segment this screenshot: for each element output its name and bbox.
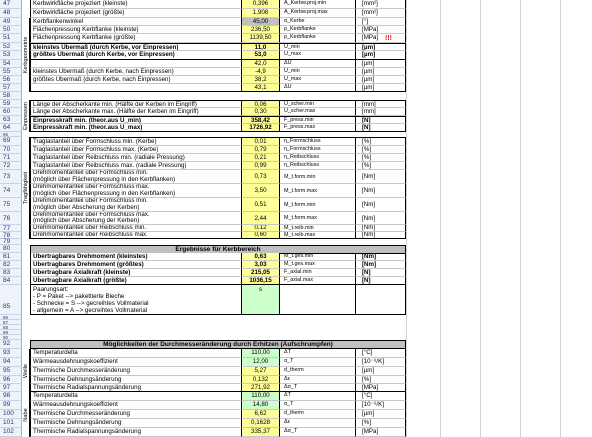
- cell-symbol[interactable]: ΔT: [280, 392, 356, 401]
- group-label: Einpressen: [22, 102, 29, 130]
- cell-value[interactable]: 0,06: [242, 100, 280, 108]
- cell-unit[interactable]: [°C]: [356, 392, 406, 401]
- group-einpressen: [22, 100, 30, 132]
- cell-unit[interactable]: [Nm]: [356, 232, 406, 239]
- cell-symbol[interactable]: A_Kerbw.proj.min: [280, 0, 356, 9]
- cell-desc[interactable]: Flächenpressung Kerbflanke (kleinste): [30, 26, 242, 34]
- row-header[interactable]: 79: [0, 239, 22, 245]
- cell-desc[interactable]: Thermische Durchmesseränderung: [30, 410, 242, 419]
- cell-desc[interactable]: Traglastanteil über Reibschluss min. (radiale Pressung): [30, 154, 242, 162]
- cell-symbol[interactable]: M_t.ges.min: [280, 253, 356, 261]
- row-header[interactable]: 54: [0, 60, 22, 68]
- cell-unit[interactable]: [µm]: [356, 76, 406, 84]
- cell-desc[interactable]: Kerbflankenwinkel: [30, 18, 242, 26]
- cell-desc[interactable]: Drehmomentanteil über Reibschluss min.: [30, 225, 242, 232]
- cell-value[interactable]: 0,79: [242, 146, 280, 154]
- cell-desc[interactable]: Temperaturdelta: [30, 349, 242, 358]
- cell-desc[interactable]: Wärmeausdehnungskoeffizient: [30, 358, 242, 367]
- row-header[interactable]: 82: [0, 261, 22, 269]
- cell-unit[interactable]: [%]: [356, 154, 406, 162]
- row-header[interactable]: 90: [0, 335, 22, 340]
- cell-value[interactable]: 45,00: [242, 18, 280, 26]
- row-header[interactable]: 50: [0, 26, 22, 34]
- cell-value[interactable]: 0,01: [242, 137, 280, 146]
- cell-value[interactable]: 0,60: [242, 232, 280, 239]
- row-header[interactable]: 56: [0, 76, 22, 84]
- cell-symbol[interactable]: α_T: [280, 358, 356, 367]
- cell-desc[interactable]: Übertragbare Axialkraft (größte): [30, 277, 242, 285]
- cell-desc[interactable]: Traglastanteil über Formschluss min. (Kerbe): [30, 137, 242, 146]
- cell-symbol[interactable]: U_scher.min: [280, 100, 356, 108]
- cell-desc[interactable]: Drehmomentanteil über Reibschluss max.: [30, 232, 242, 239]
- cell-symbol[interactable]: F_axial.min: [280, 269, 356, 277]
- row-header[interactable]: 58: [0, 92, 22, 100]
- desc-line: (möglich über Abscherung der Kerben): [33, 203, 140, 211]
- desc-line: (möglich über Abscherung der Kerben): [33, 217, 140, 225]
- cell-unit[interactable]: [µm]: [356, 84, 406, 92]
- cell-value[interactable]: 38,2: [242, 76, 280, 84]
- cell-symbol[interactable]: F_press.max: [280, 124, 356, 132]
- group-tragfaehigkeit: [22, 137, 30, 239]
- group-nabe: [22, 392, 30, 437]
- cell-desc[interactable]: Einpresskraft min. (theor.aus U_min): [30, 116, 242, 124]
- cell-desc[interactable]: Übertragbares Drehmoment (kleinstes): [30, 253, 242, 261]
- row-header[interactable]: 77: [0, 225, 22, 232]
- cell-symbol[interactable]: Ü_max: [280, 76, 356, 84]
- cell-value[interactable]: 42,0: [242, 60, 280, 68]
- row-header[interactable]: 70: [0, 146, 22, 154]
- row-header[interactable]: 102: [0, 428, 22, 437]
- cell-value-paarungsart[interactable]: s: [242, 285, 280, 315]
- cell-unit[interactable]: [N]: [356, 269, 406, 277]
- row-header[interactable]: 60: [0, 108, 22, 116]
- cell-symbol[interactable]: M_t.form.max: [280, 184, 356, 198]
- cell-unit[interactable]: [%]: [356, 146, 406, 154]
- cell-value[interactable]: -4,9: [242, 68, 280, 76]
- cell-desc[interactable]: Übertragbare Axialkraft (kleinste): [30, 269, 242, 277]
- cell-desc[interactable]: Thermische Radialspannungsänderung: [30, 428, 242, 437]
- row-header[interactable]: 47: [0, 0, 22, 9]
- cell-value[interactable]: 0,1628: [242, 419, 280, 428]
- cell-unit[interactable]: [356, 285, 406, 315]
- cell-desc[interactable]: kleinstes Übermaß (durch Kerbe, nach Einpressen): [30, 68, 242, 76]
- grid-line: [520, 0, 521, 437]
- row-header[interactable]: 71: [0, 154, 22, 162]
- cell-value[interactable]: 43,1: [242, 84, 280, 92]
- section-header-results[interactable]: Ergebnisse für Kerbbereich: [30, 245, 406, 254]
- cell-symbol[interactable]: U_scher.max: [280, 108, 356, 116]
- cell-symbol[interactable]: M_t.reib.min: [280, 225, 356, 232]
- cell-value[interactable]: 0,12: [242, 225, 280, 232]
- cell-unit[interactable]: [Nm]: [356, 184, 406, 198]
- desc-line: - allgemein = A --> gecreihtes Vollmaterial: [33, 307, 148, 314]
- cell-symbol[interactable]: Δε: [280, 376, 356, 384]
- cell-unit[interactable]: [MPa]: [356, 428, 406, 437]
- row-header[interactable]: 84: [0, 277, 22, 285]
- cell-desc[interactable]: Übertragbares Drehmoment (größtes): [30, 261, 242, 269]
- row-header[interactable]: 98: [0, 392, 22, 401]
- row-header[interactable]: 100: [0, 410, 22, 419]
- cell-unit[interactable]: [µm]: [356, 43, 406, 51]
- cell-desc[interactable]: [30, 170, 242, 184]
- cell-value[interactable]: 0,30: [242, 108, 280, 116]
- cell-value[interactable]: 236,50: [242, 26, 280, 34]
- desc-line: Drehmomentanteil über Formschluss min.: [33, 170, 148, 176]
- row-header[interactable]: 55: [0, 68, 22, 76]
- group-label: Tragfähigkeit: [22, 171, 29, 205]
- cell-desc[interactable]: größtes Übermaß (durch Kerbe, nach Einpressen): [30, 76, 242, 84]
- cell-value[interactable]: 335,37: [242, 428, 280, 437]
- cell-value[interactable]: 12,00: [242, 358, 280, 367]
- row-header[interactable]: 49: [0, 18, 22, 26]
- cell-symbol[interactable]: p_Kerbflanke: [280, 26, 356, 34]
- row-header[interactable]: 96: [0, 376, 22, 384]
- row-header[interactable]: 92: [0, 340, 22, 349]
- cell-unit[interactable]: [%]: [356, 419, 406, 428]
- cell-value[interactable]: 0,132: [242, 376, 280, 384]
- cell-unit[interactable]: [%]: [356, 376, 406, 384]
- cell-desc[interactable]: Thermische Durchmesseränderung: [30, 367, 242, 376]
- cell-unit[interactable]: [mm²]: [356, 0, 406, 9]
- cell-value[interactable]: 358,42: [242, 116, 280, 124]
- cell-value[interactable]: 53,0: [242, 51, 280, 60]
- cell-desc[interactable]: Thermische Dehnungsänderung: [30, 376, 242, 384]
- cell-unit[interactable]: [mm]: [356, 108, 406, 116]
- warning-note: !!!: [385, 35, 392, 42]
- desc-line: Drehmomentanteil über Formschluss max.: [33, 184, 150, 190]
- cell-unit[interactable]: [µm]: [356, 60, 406, 68]
- cell-unit[interactable]: [%]: [356, 162, 406, 170]
- row-header[interactable]: 52: [0, 43, 22, 51]
- cell-desc[interactable]: [30, 212, 242, 225]
- cell-symbol[interactable]: Ü_min: [280, 43, 356, 51]
- cell-symbol[interactable]: [280, 285, 356, 315]
- cell-symbol[interactable]: α_Kerbe: [280, 18, 356, 26]
- row-header[interactable]: 86: [0, 315, 22, 320]
- row-header[interactable]: 101: [0, 419, 22, 428]
- cell-value[interactable]: 11,0: [242, 43, 280, 51]
- cell-unit[interactable]: [°]: [356, 18, 406, 26]
- cell-unit[interactable]: [%]: [356, 137, 406, 146]
- group-kerbgeometrie: [22, 18, 30, 92]
- cell-symbol[interactable]: M_t.form.min: [280, 198, 356, 212]
- group-welle: [22, 349, 30, 392]
- cell-symbol[interactable]: p_Kerbflanke: [280, 34, 356, 43]
- desc-line: Drehmomentanteil über Formschluss max.: [33, 212, 150, 218]
- cell-unit[interactable]: [µm]: [356, 367, 406, 376]
- cell-symbol[interactable]: M_t.form.max: [280, 212, 356, 225]
- row-header[interactable]: 57: [0, 84, 22, 92]
- section-header-heating[interactable]: Möglichkeiten der Durchmesseränderung durch Erhitzen (Aufschrumpfen): [30, 340, 406, 349]
- cell-value[interactable]: 6,62: [242, 410, 280, 419]
- row-header[interactable]: 72: [0, 162, 22, 170]
- row-header[interactable]: 99: [0, 401, 22, 410]
- grid-line: [560, 0, 561, 437]
- cell-desc-paarungsart[interactable]: [30, 285, 242, 315]
- desc-line: Drehmomentanteil über Formschluss min.: [33, 198, 148, 204]
- cell-symbol[interactable]: d_therm: [280, 410, 356, 419]
- row-header[interactable]: 87: [0, 320, 22, 325]
- cell-value[interactable]: 1726,92: [242, 124, 280, 132]
- cell-desc[interactable]: [30, 198, 242, 212]
- desc-line: - P = Paket --> pakettierte Bleche: [33, 293, 125, 300]
- cell-symbol[interactable]: η_Formschluss: [280, 137, 356, 146]
- cell-symbol[interactable]: η_Reibschluss: [280, 162, 356, 170]
- cell-unit[interactable]: [°C]: [356, 349, 406, 358]
- row-header[interactable]: 74: [0, 184, 22, 198]
- cell-symbol[interactable]: α_T: [280, 401, 356, 410]
- cell-desc[interactable]: Thermische Dehnungsänderung: [30, 419, 242, 428]
- cell-desc[interactable]: Kerbwirkfläche projeziert (kleinste): [30, 0, 242, 9]
- cell-value[interactable]: 0,51: [242, 198, 280, 212]
- cell-unit[interactable]: [MPa]: [356, 26, 406, 34]
- cell-symbol[interactable]: Δσ_T: [280, 428, 356, 437]
- cell-desc[interactable]: Traglastanteil über Reibschluss max. (radiale Pressung): [30, 162, 242, 170]
- row-header[interactable]: 73: [0, 170, 22, 184]
- cell-value[interactable]: 110,00: [242, 392, 280, 401]
- cell-symbol[interactable]: η_Formschluss: [280, 146, 356, 154]
- cell-symbol[interactable]: d_therm: [280, 367, 356, 376]
- row-header[interactable]: 81: [0, 253, 22, 261]
- cell-desc[interactable]: Traglastanteil über Formschluss max. (Kerbe): [30, 146, 242, 154]
- cell-unit[interactable]: [N]: [356, 124, 406, 132]
- cell-desc[interactable]: [30, 184, 242, 198]
- cell-value[interactable]: 3,50: [242, 184, 280, 198]
- row-header[interactable]: 85: [0, 285, 22, 315]
- cell-desc[interactable]: Einpresskraft min. (theor.aus U_max): [30, 124, 242, 132]
- cell-symbol[interactable]: Δσ_T: [280, 384, 356, 392]
- cell-value[interactable]: 1,908: [242, 9, 280, 18]
- cell-value[interactable]: 5,27: [242, 367, 280, 376]
- cell-symbol[interactable]: F_press.min: [280, 116, 356, 124]
- row-header[interactable]: 76: [0, 212, 22, 225]
- cell-unit[interactable]: [Nm]: [356, 198, 406, 212]
- cell-symbol[interactable]: A_Kerbw.proj.max: [280, 9, 356, 18]
- cell-value[interactable]: 3,03: [242, 261, 280, 269]
- row-header[interactable]: 59: [0, 100, 22, 108]
- cell-unit[interactable]: [Nm]: [356, 212, 406, 225]
- row-header[interactable]: 80: [0, 245, 22, 253]
- cell-unit[interactable]: [Nm]: [356, 261, 406, 269]
- desc-line: Paarungsart:: [33, 286, 69, 293]
- cell-symbol[interactable]: ΔT: [280, 349, 356, 358]
- cell-value[interactable]: 14,80: [242, 401, 280, 410]
- cell-unit[interactable]: [10⁻⁶/K]: [356, 401, 406, 410]
- grid-line: [406, 0, 407, 437]
- cell-unit[interactable]: [N]: [356, 277, 406, 285]
- row-header[interactable]: 75: [0, 198, 22, 212]
- cell-value[interactable]: 1036,15: [242, 277, 280, 285]
- row-header[interactable]: 78: [0, 232, 22, 239]
- group-label: Nabe: [22, 407, 29, 422]
- cell-desc[interactable]: Länge der Abscherkante max. (Hälfte der Kerben im Eingriff): [30, 108, 242, 116]
- cell-value[interactable]: 0,396: [242, 0, 280, 9]
- row-header[interactable]: 48: [0, 9, 22, 18]
- cell-symbol[interactable]: M_t.reib.max: [280, 232, 356, 239]
- row-header[interactable]: 69: [0, 137, 22, 146]
- group-label: Kerbgeometrie: [22, 36, 29, 74]
- cell-symbol[interactable]: F_axial.max: [280, 277, 356, 285]
- desc-line: (möglich über Flächenpressung in den Kerbflanken): [33, 175, 176, 183]
- cell-value[interactable]: 1139,50: [242, 34, 280, 43]
- row-header[interactable]: 83: [0, 269, 22, 277]
- row-header[interactable]: 53: [0, 51, 22, 60]
- cell-unit[interactable]: [µm]: [356, 51, 406, 60]
- cell-symbol[interactable]: M_t.ges.max: [280, 261, 356, 269]
- row-header[interactable]: 64: [0, 124, 22, 132]
- cell-value[interactable]: 0,63: [242, 253, 280, 261]
- cell-symbol[interactable]: Δε: [280, 419, 356, 428]
- cell-symbol[interactable]: Ü_max: [280, 51, 356, 60]
- cell-unit[interactable]: [µm]: [356, 410, 406, 419]
- cell-unit[interactable]: [MPa]: [356, 34, 406, 43]
- cell-desc[interactable]: Länge der Abscherkante min. (Hälfte der Kerben im Eingriff): [30, 100, 242, 108]
- cell-value[interactable]: 0,73: [242, 170, 280, 184]
- cell-value[interactable]: 110,00: [242, 349, 280, 358]
- cell-desc[interactable]: kleinstes Übermaß (durch Kerbe, vor Einpressen): [30, 43, 242, 51]
- cell-desc[interactable]: Kerbwirkfläche projeziert (größte): [30, 9, 242, 18]
- cell-unit[interactable]: [MPa]: [356, 384, 406, 392]
- cell-desc[interactable]: [30, 84, 242, 92]
- cell-desc[interactable]: Flächenpressung Kerbflanke (größte): [30, 34, 242, 43]
- cell-desc[interactable]: Thermische Radialspannungsänderung: [30, 384, 242, 392]
- row-header[interactable]: 89: [0, 330, 22, 335]
- cell-symbol[interactable]: M_t.form.min: [280, 170, 356, 184]
- row-header[interactable]: 63: [0, 116, 22, 124]
- row-header[interactable]: 94: [0, 358, 22, 367]
- cell-desc[interactable]: Wärmeausdehnungskoeffizient: [30, 401, 242, 410]
- cell-unit[interactable]: [µm]: [356, 68, 406, 76]
- cell-symbol[interactable]: η_Reibschluss: [280, 154, 356, 162]
- cell-symbol[interactable]: Ü_min: [280, 68, 356, 76]
- cell-value[interactable]: 0,21: [242, 154, 280, 162]
- row-header[interactable]: 51: [0, 34, 22, 43]
- cell-unit[interactable]: [N]: [356, 116, 406, 124]
- row-header[interactable]: 95: [0, 367, 22, 376]
- grid-line: [480, 0, 481, 437]
- cell-unit[interactable]: [mm]: [356, 100, 406, 108]
- cell-unit[interactable]: [10⁻⁶/K]: [356, 358, 406, 367]
- cell-desc[interactable]: Temperaturdelta: [30, 392, 242, 401]
- cell-desc[interactable]: [30, 60, 242, 68]
- cell-symbol[interactable]: ΔÜ: [280, 60, 356, 68]
- grid-line: [440, 0, 441, 437]
- row-header[interactable]: 97: [0, 384, 22, 392]
- cell-unit[interactable]: [Nm]: [356, 253, 406, 261]
- cell-unit[interactable]: [Nm]: [356, 170, 406, 184]
- cell-value[interactable]: 215,05: [242, 269, 280, 277]
- cell-unit[interactable]: [mm²]: [356, 9, 406, 18]
- desc-line: - Schnecke = S --> gecreihtes Vollmaterial: [33, 300, 149, 307]
- row-header[interactable]: 88: [0, 325, 22, 330]
- cell-value[interactable]: 271,92: [242, 384, 280, 392]
- desc-line: (möglich über Flächenpressung in den Kerbflanken): [33, 189, 176, 197]
- cell-symbol[interactable]: ΔÜ: [280, 84, 356, 92]
- row-header[interactable]: 93: [0, 349, 22, 358]
- group-label: Welle: [22, 363, 29, 378]
- row-header[interactable]: 66: [0, 132, 22, 137]
- cell-unit[interactable]: [Nm]: [356, 225, 406, 232]
- cell-desc[interactable]: größtes Übermaß (durch Kerbe, vor Einpressen): [30, 51, 242, 60]
- cell-value[interactable]: 0,99: [242, 162, 280, 170]
- cell-value[interactable]: 2,44: [242, 212, 280, 225]
